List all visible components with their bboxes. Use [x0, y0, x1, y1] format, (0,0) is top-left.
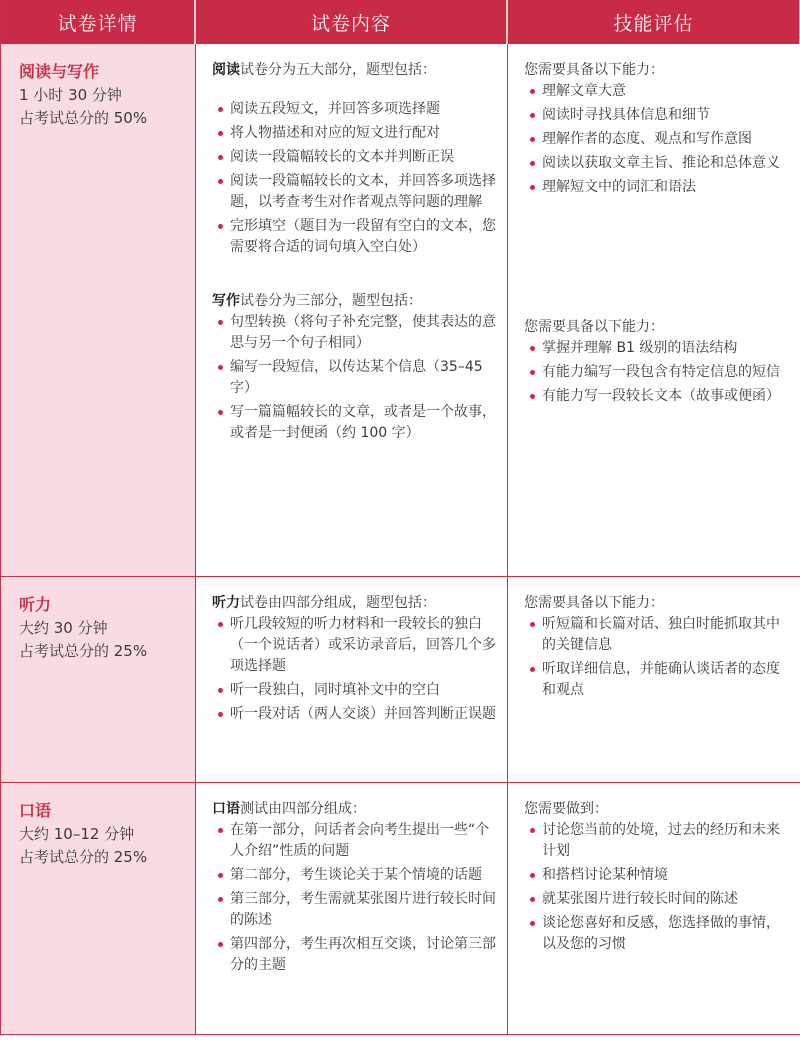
listening-task-list [212, 614, 497, 725]
section-duration: 大约 30 分钟 [19, 619, 108, 637]
row-listening-details [1, 577, 196, 783]
list-item: 就某张图片进行较长时间的陈述 [542, 889, 790, 910]
reading-skill-list [524, 81, 790, 198]
list-item: 和搭档讨论某种情境 [542, 865, 790, 886]
header-exam-details: 试卷详情 [1, 0, 196, 44]
row-listening-skills [508, 577, 800, 783]
list-item: 听短篇和长篇对话、独白时能抓取其中的关键信息 [542, 614, 790, 656]
listening-skill-intro: 您需要具备以下能力： [524, 595, 664, 611]
header-exam-content: 试卷内容 [196, 0, 508, 44]
header-skill-assessment: 技能评估 [508, 0, 800, 44]
list-item: 理解文章大意 [542, 81, 790, 102]
list-item: 理解短文中的词汇和语法 [542, 177, 790, 198]
list-item: 听取详细信息，并能确认谈话者的态度和观点 [542, 659, 790, 701]
row-reading-writing-skills [508, 44, 800, 577]
reading-skill-intro: 您需要具备以下能力： [524, 62, 664, 78]
row-speaking-skills [508, 783, 800, 1035]
list-item: 听一段对话（两人交谈）并回答判断正误题 [230, 704, 497, 725]
list-item: 写一篇篇幅较长的文章，或者是一个故事，或者是一封便函（约 100 字） [230, 402, 497, 444]
list-item: 句型转换（将句子补充完整，使其表达的意思与另一个句子相同） [230, 312, 497, 354]
list-item: 阅读以获取文章主旨、推论和总体意义 [542, 153, 790, 174]
writing-skill-list [524, 338, 790, 407]
list-item: 有能力编写一段包含有特定信息的短信 [542, 362, 790, 383]
list-item: 第四部分，考生再次相互交谈，讨论第三部分的主题 [230, 934, 497, 976]
section-weight: 占考试总分的 25% [19, 848, 148, 866]
list-item: 听几段较短的听力材料和一段较长的独白（一个说话者）或采访录音后，回答几个多项选择题 [230, 614, 497, 677]
section-title: 口语 [19, 801, 52, 820]
list-item: 听一段独白，同时填补文中的空白 [230, 680, 497, 701]
list-item: 掌握并理解 B1 级别的语法结构 [542, 338, 790, 359]
reading-intro: 阅读试卷分为五大部分，题型包括： [212, 62, 436, 78]
row-reading-writing-content [196, 44, 508, 577]
list-item: 将人物描述和对应的短文进行配对 [230, 123, 497, 144]
writing-skill-intro: 您需要具备以下能力： [524, 319, 664, 335]
list-item: 第二部分，考生谈论关于某个情境的话题 [230, 865, 497, 886]
list-item: 在第一部分，问话者会向考生提出一些“个人介绍”性质的问题 [230, 820, 497, 862]
list-item: 阅读一段篇幅较长的文本并判断正误 [230, 147, 497, 168]
list-item: 谈论您喜好和反感，您选择做的事情，以及您的习惯 [542, 913, 790, 955]
list-item: 有能力写一段较长文本（故事或便函） [542, 386, 790, 407]
list-item: 阅读时寻找具体信息和细节 [542, 105, 790, 126]
row-speaking-details [1, 783, 196, 1035]
section-weight: 占考试总分的 25% [19, 642, 148, 660]
list-item: 阅读一段篇幅较长的文本，并回答多项选择题，以考查考生对作者观点等问题的理解 [230, 171, 497, 213]
list-item: 理解作者的态度、观点和写作意图 [542, 129, 790, 150]
reading-task-list [212, 99, 497, 258]
writing-task-list [212, 312, 497, 444]
section-weight: 占考试总分的 50% [19, 109, 148, 127]
row-reading-writing-details [1, 44, 196, 577]
writing-intro: 写作试卷分为三部分，题型包括： [212, 293, 422, 309]
section-title: 听力 [19, 595, 52, 614]
section-duration: 1 小时 30 分钟 [19, 86, 122, 104]
speaking-skill-intro: 您需要做到： [524, 801, 608, 817]
speaking-skill-list [524, 820, 790, 955]
row-speaking-content [196, 783, 508, 1035]
list-item: 编写一段短信，以传达某个信息（35–45 字） [230, 357, 497, 399]
row-listening-content [196, 577, 508, 783]
list-item: 完形填空（题目为一段留有空白的文本，您需要将合适的词句填入空白处） [230, 216, 497, 258]
section-title: 阅读与写作 [19, 62, 100, 81]
listening-skill-list [524, 614, 790, 701]
section-duration: 大约 10–12 分钟 [19, 825, 135, 843]
speaking-task-list [212, 820, 497, 976]
list-item: 阅读五段短文，并回答多项选择题 [230, 99, 497, 120]
list-item: 第三部分，考生需就某张图片进行较长时间的陈述 [230, 889, 497, 931]
speaking-intro: 口语测试由四部分组成： [212, 801, 366, 817]
list-item: 讨论您当前的处境，过去的经历和未来计划 [542, 820, 790, 862]
listening-intro: 听力试卷由四部分组成，题型包括： [212, 595, 436, 611]
